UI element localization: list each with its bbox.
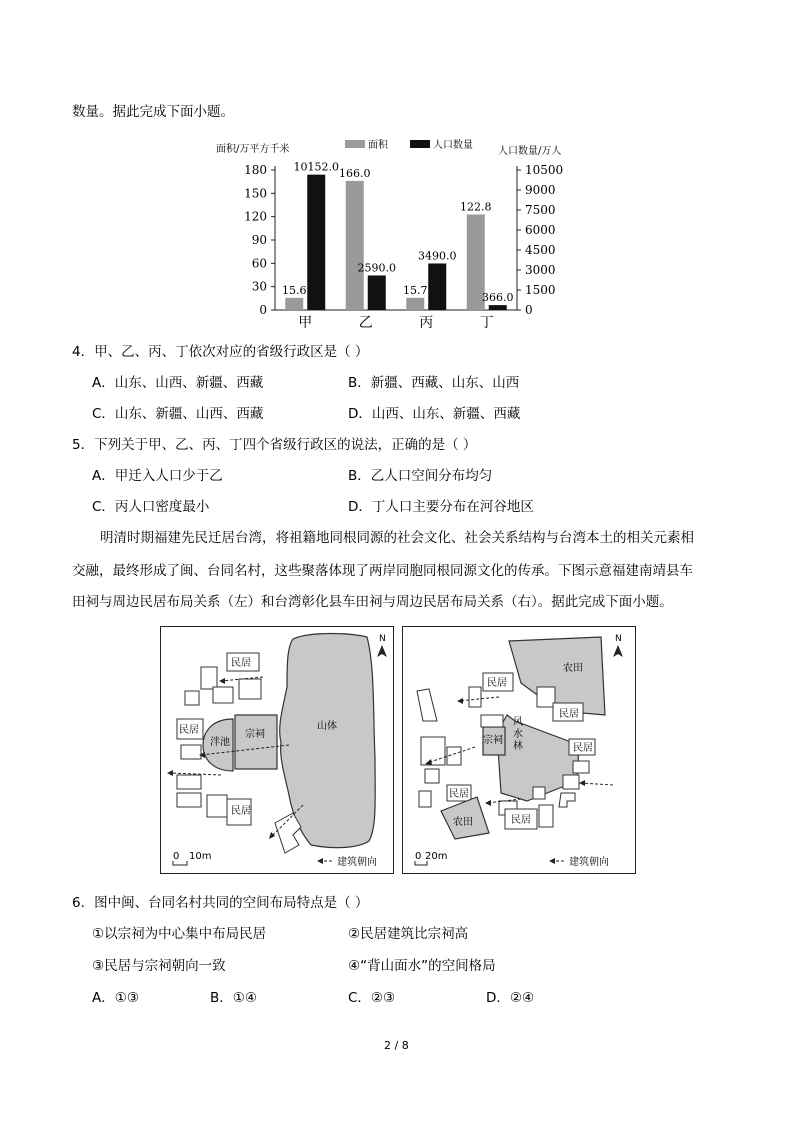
residence-block: [201, 667, 217, 689]
residence-block: [573, 761, 589, 773]
north-arrow-icon: [377, 645, 387, 657]
map-right-drawing: [403, 627, 635, 873]
q6-statement-4: ④“背山面水”的空间格局: [348, 958, 496, 974]
bar-area: [285, 298, 303, 310]
residence-block: [239, 679, 261, 699]
shrine-shape: [235, 715, 277, 769]
forest-label-2: 水: [513, 729, 523, 740]
bar-population: [489, 305, 507, 310]
x-tick-label: 丁: [479, 315, 494, 331]
y2-tick-label: 7500: [525, 203, 556, 217]
scale-label: 10m: [189, 851, 212, 862]
residence-c-label: 民居: [449, 789, 469, 800]
residence-left-label: 民居: [179, 725, 199, 736]
legend-arrow-icon: [317, 858, 323, 864]
residence-e-label: 民居: [511, 815, 531, 826]
residence-block: [177, 793, 201, 807]
bar-population: [368, 275, 386, 310]
mountain-label: 山体: [317, 721, 337, 732]
y2-tick-label: 3000: [525, 263, 556, 277]
scale-label: 20m: [425, 851, 448, 862]
q4-option-d[interactable]: D．山西、山东、新疆、西藏: [348, 406, 521, 422]
q6-statement-2: ②民居建筑比宗祠高: [348, 926, 469, 942]
bar-area: [406, 298, 424, 310]
map-left-drawing: [161, 627, 393, 873]
pond-label: 泮池: [210, 737, 230, 748]
q6-statement-3: ③民居与宗祠朝向一致: [92, 958, 226, 974]
shrine-label: 宗祠: [245, 729, 265, 740]
y-tick-label: 120: [244, 209, 267, 224]
y2-tick-label: 9000: [525, 183, 556, 197]
north-arrow-icon: [613, 645, 623, 657]
residence-block: [185, 691, 199, 705]
shrine-label: 宗祠: [483, 735, 503, 746]
residence-block: [213, 687, 233, 703]
y2-tick-label: 0: [525, 303, 533, 317]
data-label-population: 3490.0: [418, 249, 457, 263]
residence-block: [539, 805, 553, 827]
q6-option-b[interactable]: B．①④: [210, 990, 257, 1006]
y-tick-label: 150: [244, 186, 267, 201]
passage-line-1: 明清时期福建先民迁居台湾，将祖籍地同根同源的社会文化、社会关系结构与台湾本土的相关元素相: [100, 530, 694, 546]
residence-b-label: 民居: [559, 709, 579, 720]
q6-stem: 6．图中闽、台同名村共同的空间布局特点是（ ）: [72, 895, 369, 911]
q4-option-c[interactable]: C．山东、新疆、山西、西藏: [92, 406, 264, 422]
intro-line: 数量。据此完成下面小题。: [72, 104, 234, 120]
y2-tick-label: 4500: [525, 243, 556, 257]
legend-label-population: 人口数量: [433, 140, 473, 151]
data-label-area: 166.0: [339, 166, 371, 180]
passage-line-2: 交融，最终形成了闽、台同名村，这些聚落体现了两岸同胞同根同源文化的传承。下图示意福建南靖县车: [72, 563, 693, 579]
residence-top-label: 民居: [231, 658, 251, 669]
y-tick-label: 180: [244, 163, 267, 177]
q5-option-d[interactable]: D．丁人口主要分布在河谷地区: [348, 499, 534, 515]
data-label-population: 2590.0: [357, 261, 396, 275]
q5-option-c[interactable]: C．丙人口密度最小: [92, 499, 210, 515]
legend-label: 建筑朝向: [337, 857, 377, 868]
residence-block: [533, 787, 545, 799]
y-tick-label: 30: [251, 279, 267, 294]
x-tick-label: 丙: [419, 315, 434, 331]
bar-population: [307, 175, 325, 310]
data-label-area: 15.6: [282, 283, 307, 297]
passage-line-3: 田祠与周边民居布局关系（左）和台湾彰化县车田祠与周边民居布局关系（右）。据此完成下面小题。: [72, 594, 673, 610]
forest-label-3: 林: [513, 741, 523, 752]
legend-arrow-icon: [549, 858, 555, 864]
residence-block: [537, 687, 555, 707]
y2-tick-label: 1500: [525, 283, 556, 297]
legend-label: 建筑朝向: [569, 857, 609, 868]
farmland-top-label: 农田: [563, 663, 583, 674]
north-label: N: [379, 634, 386, 644]
y2-axis-label: 人口数量/万人: [498, 146, 562, 157]
bar-chart: [210, 132, 590, 332]
page-number: 2 / 8: [384, 1039, 409, 1052]
residence-block: [559, 793, 575, 807]
residence-block: [425, 769, 439, 783]
residence-block: [481, 715, 503, 727]
q5-option-a[interactable]: A．甲迁入人口少于乙: [92, 468, 223, 484]
y-tick-label: 0: [259, 303, 267, 317]
q6-option-d[interactable]: D．②④: [486, 990, 535, 1006]
legend-swatch-population: [410, 140, 430, 148]
q6-option-a[interactable]: A．①③: [92, 990, 139, 1006]
q6-statement-1: ①以宗祠为中心集中布局民居: [92, 926, 267, 942]
x-tick-label: 甲: [298, 315, 313, 331]
scale-zero: 0: [415, 851, 422, 862]
residence-block: [417, 689, 437, 721]
data-label-area: 15.7: [403, 283, 428, 297]
residence-bottom-label: 民居: [231, 806, 251, 817]
residence-block: [181, 745, 201, 759]
q5-stem: 5．下列关于甲、乙、丙、丁四个省级行政区的说法，正确的是（ ）: [72, 437, 477, 453]
residence-d-label: 民居: [573, 743, 593, 754]
residence-block: [421, 737, 445, 765]
residence-block: [419, 791, 431, 807]
map-right: [402, 626, 636, 874]
map-left: [160, 626, 394, 874]
forest-label-1: 风: [513, 717, 523, 728]
y2-tick-label: 6000: [525, 223, 556, 237]
q6-option-c[interactable]: C．②③: [348, 990, 396, 1006]
y-tick-label: 60: [251, 256, 267, 271]
q4-option-b[interactable]: B．新疆、西藏、山东、山西: [348, 375, 520, 391]
data-label-area: 122.8: [460, 200, 492, 214]
residence-block: [563, 775, 579, 789]
data-label-population: 10152.0: [293, 160, 339, 174]
q5-option-b[interactable]: B．乙人口空间分布均匀: [348, 468, 493, 484]
y-axis-label: 面积/万平方千米: [216, 144, 290, 155]
bar-area: [346, 181, 364, 310]
y-tick-label: 90: [251, 233, 267, 247]
farmland-bottom-label: 农田: [453, 817, 473, 828]
legend-swatch-area: [345, 140, 365, 148]
q4-stem: 4．甲、乙、丙、丁依次对应的省级行政区是（ ）: [72, 344, 369, 360]
legend-label-area: 面积: [368, 140, 388, 151]
q4-option-a[interactable]: A．山东、山西、新疆、西藏: [92, 375, 264, 391]
data-label-population: 366.0: [482, 291, 514, 305]
y2-tick-label: 10500: [525, 163, 564, 177]
scale-zero: 0: [173, 851, 180, 862]
residence-block: [469, 687, 481, 707]
bar-population: [428, 263, 446, 310]
north-label: N: [615, 634, 622, 644]
residence-block: [177, 775, 201, 789]
residence-a-label: 民居: [487, 678, 507, 689]
residence-block: [207, 795, 227, 817]
x-tick-label: 乙: [358, 315, 373, 331]
